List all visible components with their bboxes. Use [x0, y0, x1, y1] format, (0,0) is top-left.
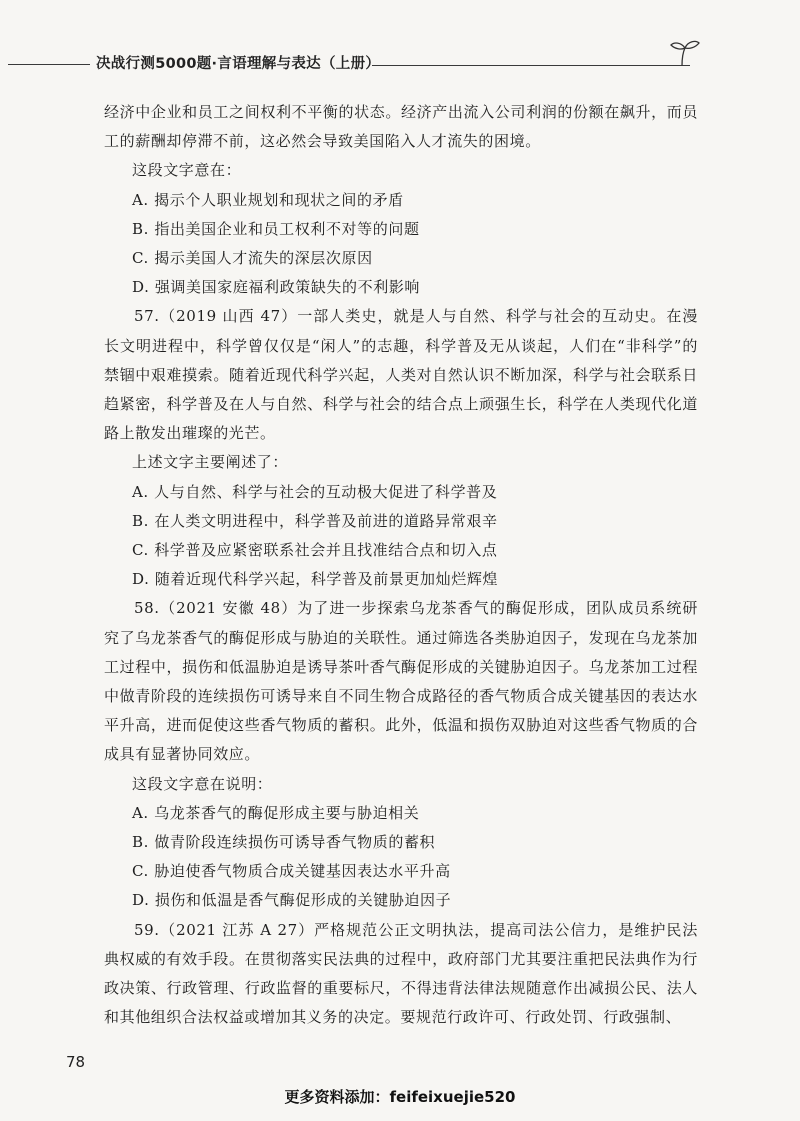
- header-rule-right: [372, 65, 690, 66]
- q56-question: 这段文字意在：: [132, 161, 242, 180]
- q57-question: 上述文字主要阐述了：: [132, 453, 289, 472]
- q57-option-c: C. 科学普及应紧密联系社会并且找准结合点和切入点: [132, 541, 498, 560]
- q58-option-d: D. 损伤和低温是香气酶促形成的关键胁迫因子: [132, 891, 452, 910]
- q58-option-b: B. 做青阶段连续损伤可诱导香气物质的蓄积: [132, 833, 436, 852]
- sprout-icon: [668, 38, 702, 68]
- q56-passage-tail: 经济中企业和员工之间权利不平衡的状态。经济产出流入公司利润的份额在飙升，而员工的薪酬却停滞不前，这必然会导致美国陷入人才流失的困境。: [104, 103, 698, 151]
- q57-option-d: D. 随着近现代科学兴起，科学普及前景更加灿烂辉煌: [132, 570, 499, 589]
- q56-option-b: B. 指出美国企业和员工权利不对等的问题: [132, 219, 420, 238]
- q59-passage: 59.（2021 江苏 A 27）严格规范公正文明执法，提高司法公信力，是维护民法典权威的有效手段。在贯彻落实民法典的过程中，政府部门尤其要注重把民法典作为行政决策、行政管理、行政监督的重要标尺，不得违背法律法规随意作出减损公民、法人和其他组织合法权益或增加其义务的决定。要规范行政许可、行政处罚、行政强制、: [104, 920, 698, 1027]
- q57-passage: 57.（2019 山西 47）一部人类史，就是人与自然、科学与社会的互动史。在漫长文明进程中，科学曾仅仅是“闲人”的志趣，科学普及无从谈起，人们在“非科学”的禁锢中艰难摸索。随着近现代科学兴起，人类对自然认识不断加深，科学与社会联系日趋紧密，科学普及在人与自然、科学与社会的结合点上顽强生长，科学在人类现代化道路上散发出璀璨的光芒。: [104, 307, 698, 443]
- q56-option-a: A. 揭示个人职业规划和现状之间的矛盾: [132, 190, 404, 209]
- q57-option-b: B. 在人类文明进程中，科学普及前进的道路异常艰辛: [132, 511, 498, 530]
- q57-option-a: A. 人与自然、科学与社会的互动极大促进了科学普及: [132, 482, 498, 501]
- q58-option-c: C. 胁迫使香气物质合成关键基因表达水平升高: [132, 862, 451, 881]
- page-body: [104, 98, 698, 1033]
- page-header: [0, 44, 800, 84]
- footer-note: 更多资料添加：feifeixuejie520: [284, 1088, 516, 1106]
- book-title: 决战行测5000题·言语理解与表达（上册）: [96, 56, 381, 72]
- q56-option-d: D. 强调美国家庭福利政策缺失的不利影响: [132, 278, 421, 297]
- header-rule-left: [8, 64, 90, 65]
- q56-option-c: C. 揭示美国人才流失的深层次原因: [132, 249, 373, 268]
- q58-question: 这段文字意在说明：: [132, 774, 273, 793]
- q58-option-a: A. 乌龙茶香气的酶促形成主要与胁迫相关: [132, 803, 420, 822]
- q58-passage: 58.（2021 安徽 48）为了进一步探索乌龙茶香气的酶促形成，团队成员系统研究了乌龙茶香气的酶促形成与胁迫的关联性。通过筛选各类胁迫因子，发现在乌龙茶加工过程中，损伤和低温胁迫是诱导茶叶香气酶促形成的关键胁迫因子。乌龙茶加工过程中做青阶段的连续损伤可诱导来自不同生物合成路径的香气物质合成关键基因的表达水平升高，进而促使这些香气物质的蓄积。此外，低温和损伤双胁迫对这些香气物质的合成具有显著协同效应。: [104, 599, 698, 764]
- page-number: 78: [66, 1053, 86, 1071]
